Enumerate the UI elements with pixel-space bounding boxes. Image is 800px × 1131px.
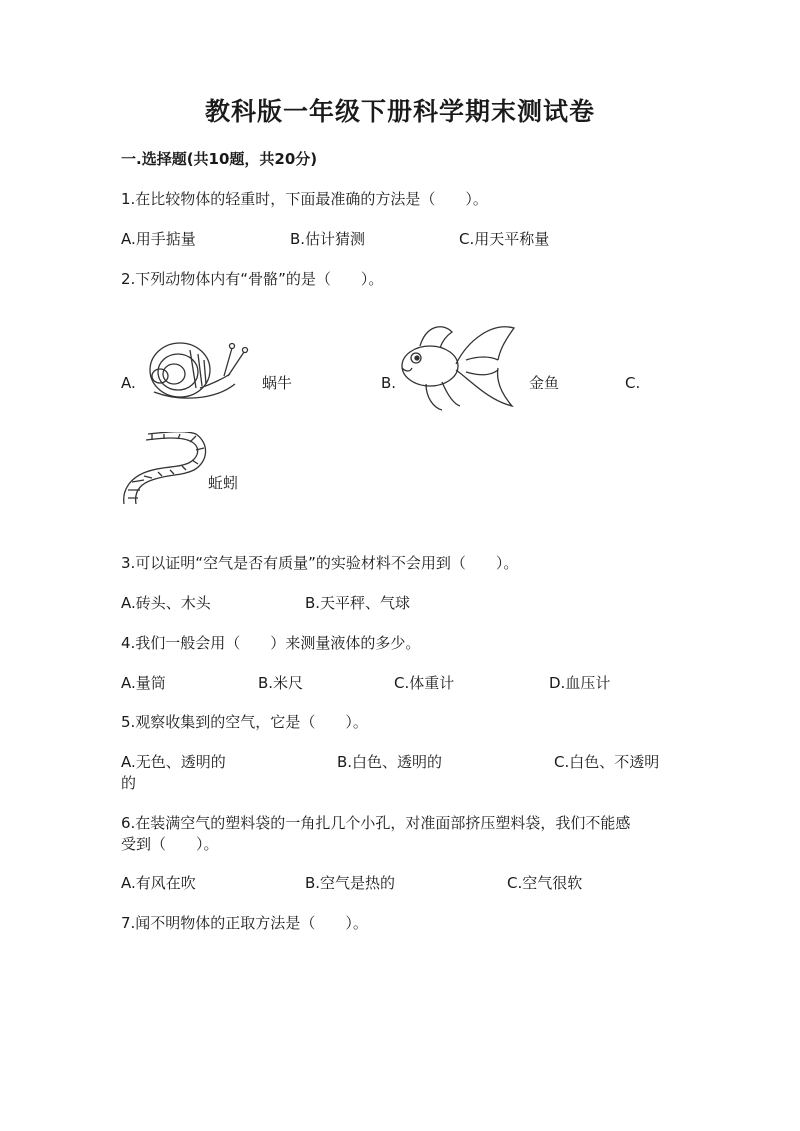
question-2-option-c-caption: 蚯蚓 <box>208 474 239 492</box>
question-2-option-b-letter: B. <box>381 374 397 392</box>
question-5-option-c: C.白色、不透明 <box>554 753 660 771</box>
question-2-option-b-caption: 金鱼 <box>529 374 560 392</box>
question-5-option-b: B.白色、透明的 <box>337 753 443 771</box>
question-7-stem: 7.闻不明物体的正取方法是（ ）。 <box>121 914 368 932</box>
question-3-option-b: B.天平秤、气球 <box>305 594 411 612</box>
question-4-stem: 4.我们一般会用（ ）来测量液体的多少。 <box>121 634 421 652</box>
question-2-option-a-caption: 蜗牛 <box>262 374 293 392</box>
question-6-stem-line-2: 受到（ ）。 <box>121 835 219 853</box>
question-6-option-a: A.有风在吹 <box>121 874 196 892</box>
snail-icon <box>140 328 252 408</box>
page-title: 教科版一年级下册科学期末测试卷 <box>204 97 595 126</box>
question-1-option-c: C.用天平称量 <box>459 230 550 248</box>
question-1-option-b: B.估计猜测 <box>290 230 366 248</box>
question-1-option-a: A.用手掂量 <box>121 230 196 248</box>
question-3-stem: 3.可以证明“空气是否有质量”的实验材料不会用到（ ）。 <box>121 554 519 572</box>
question-1-stem: 1.在比较物体的轻重时，下面最准确的方法是（ ）。 <box>121 190 488 208</box>
question-3-option-a: A.砖头、木头 <box>121 594 211 612</box>
question-4-option-b: B.米尺 <box>258 674 304 692</box>
question-5-option-a: A.无色、透明的 <box>121 753 226 771</box>
question-2-option-c-letter: C. <box>625 374 641 392</box>
question-4-option-a: A.量筒 <box>121 674 166 692</box>
section-heading: 一.选择题(共10题，共20分) <box>121 150 318 168</box>
question-2-option-a-letter: A. <box>121 374 136 392</box>
question-6-option-b: B.空气是热的 <box>305 874 396 892</box>
question-4-option-d: D.血压计 <box>549 674 611 692</box>
question-2-stem: 2.下列动物体内有“骨骼”的是（ ）。 <box>121 270 384 288</box>
question-6-option-c: C.空气很软 <box>507 874 583 892</box>
earthworm-icon <box>116 432 208 508</box>
question-5-option-c-wrap: 的 <box>121 774 137 792</box>
question-6-stem-line-1: 6.在装满空气的塑料袋的一角扎几个小孔，对准面部挤压塑料袋，我们不能感 <box>121 814 631 832</box>
question-5-stem: 5.观察收集到的空气，它是（ ）。 <box>121 713 368 731</box>
goldfish-icon <box>396 320 522 414</box>
question-4-option-c: C.体重计 <box>394 674 455 692</box>
